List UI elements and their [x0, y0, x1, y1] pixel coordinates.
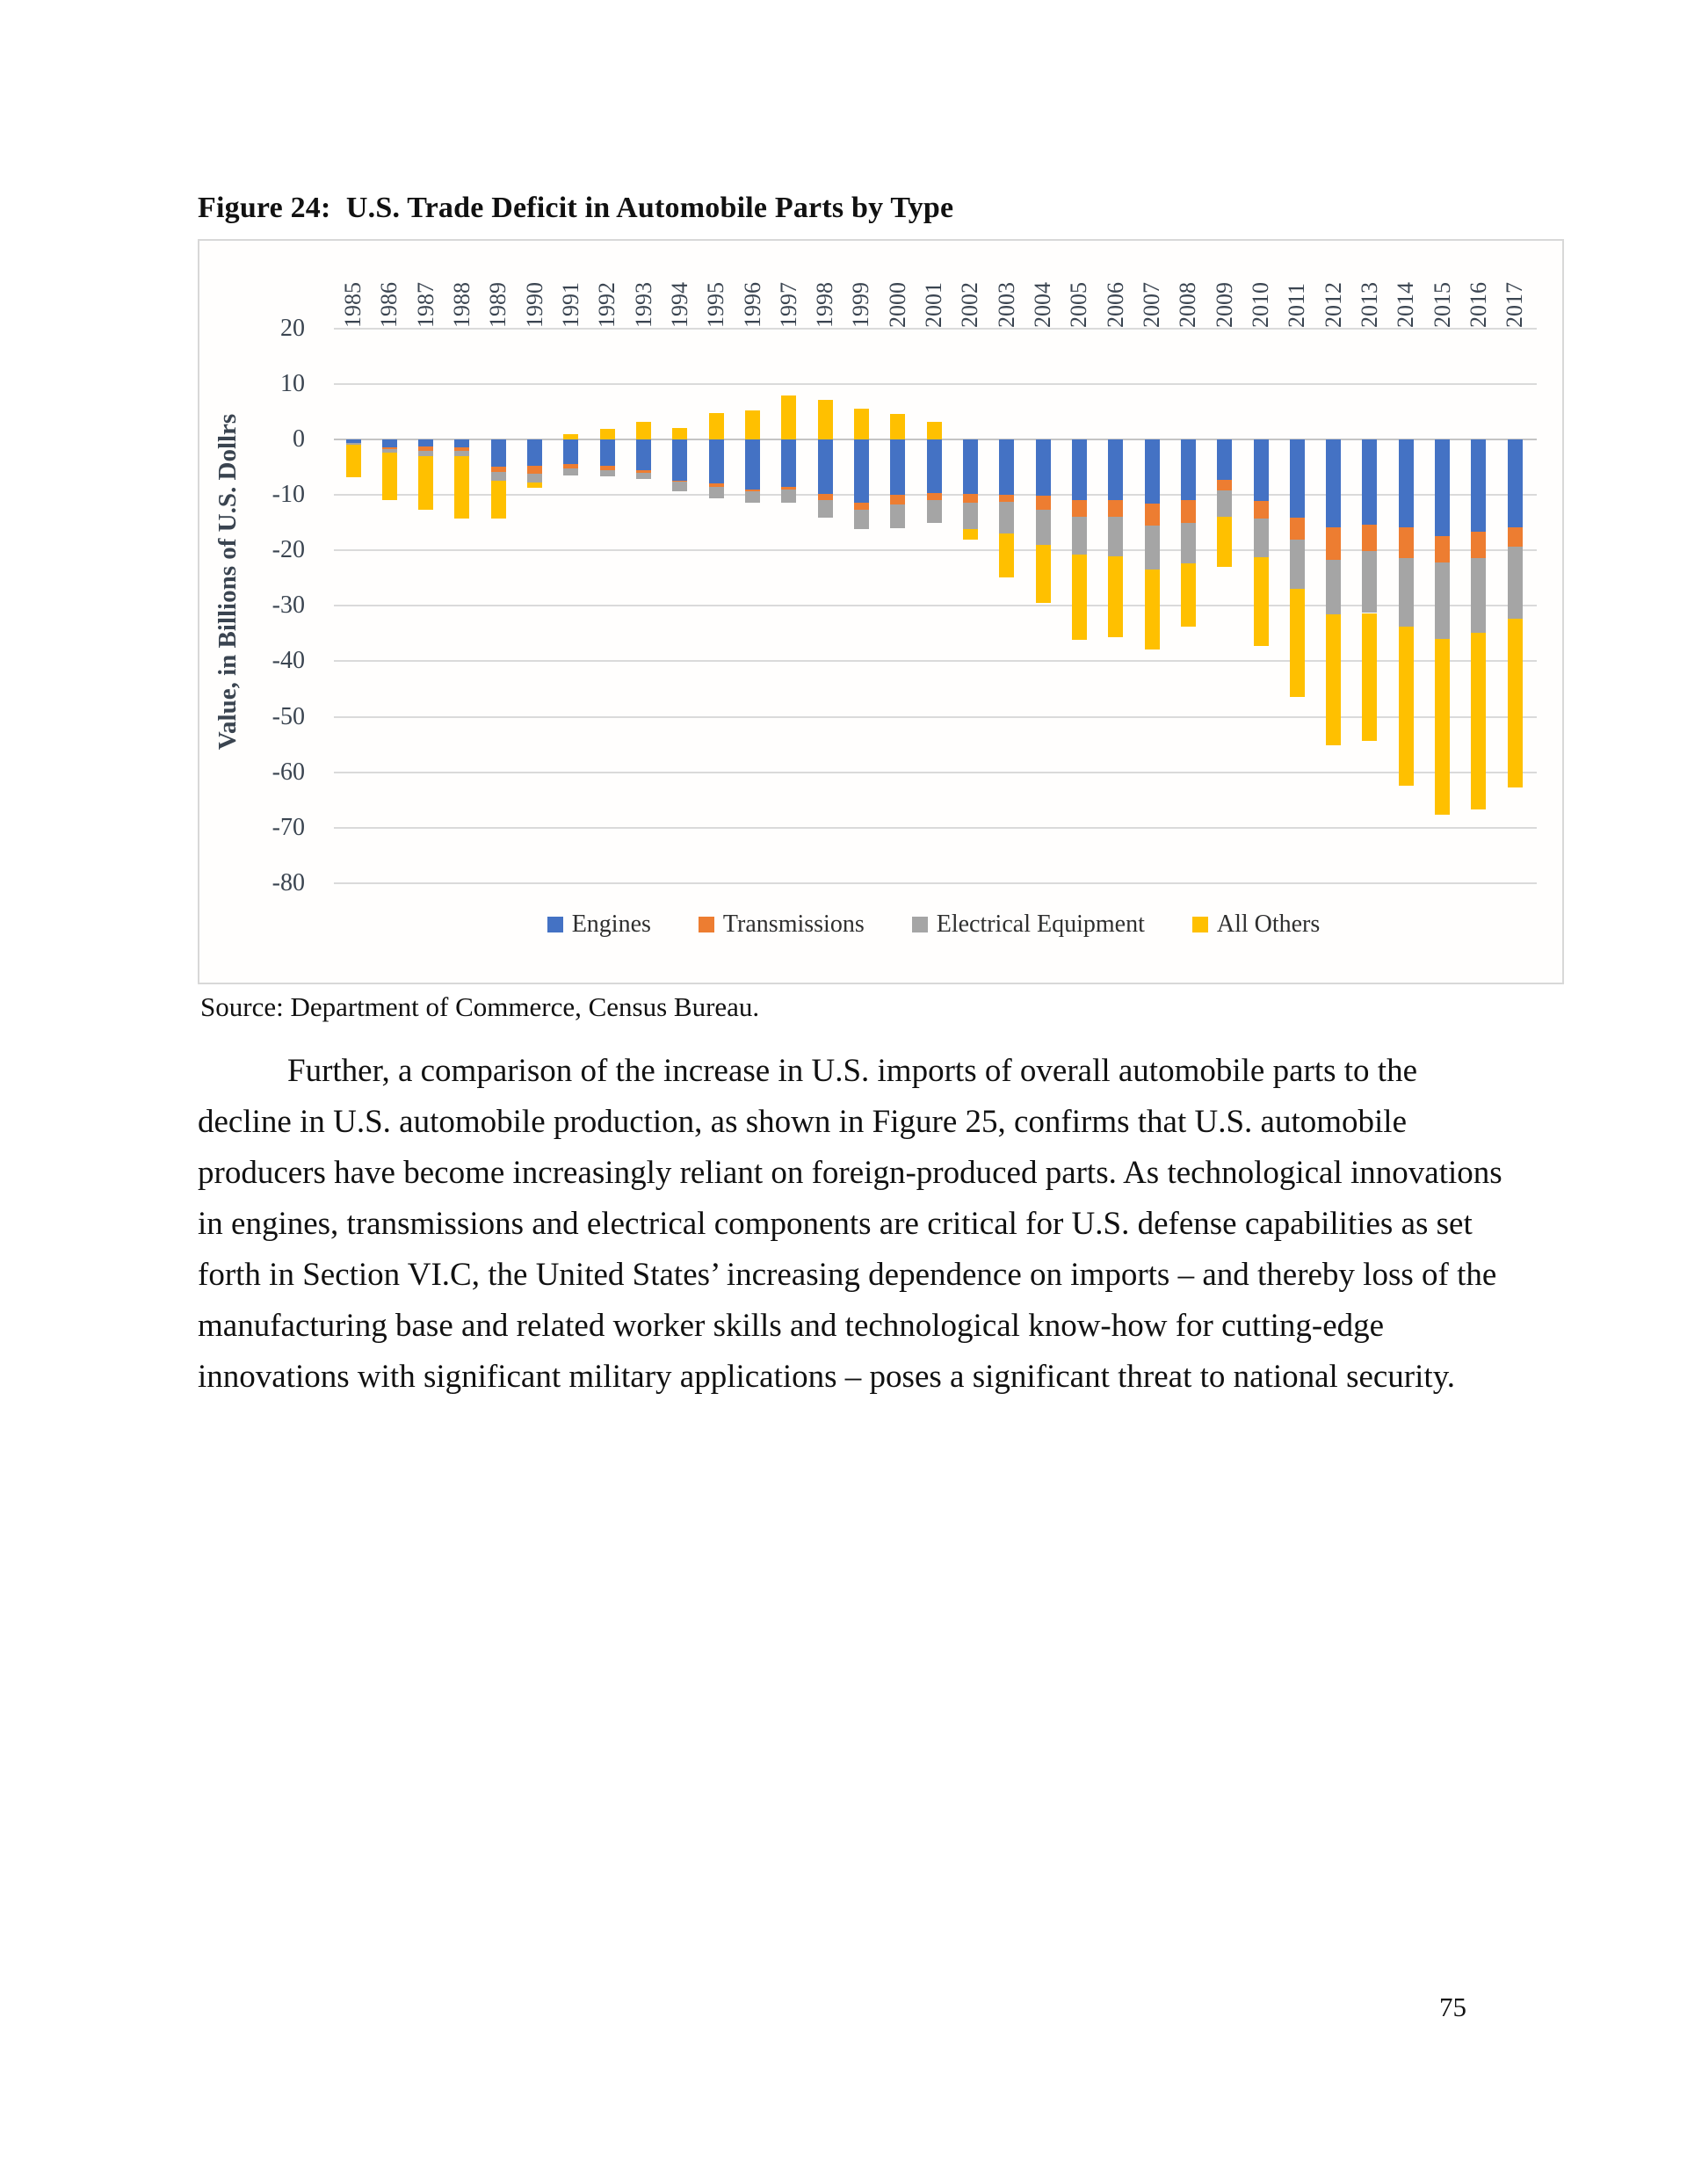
bar-segment-transmissions — [527, 466, 542, 474]
bar-segment-engines — [1435, 439, 1450, 536]
y-tick-label: -20 — [272, 536, 305, 564]
bar-segment-engines — [1145, 439, 1160, 504]
bar-segment-all-others — [1217, 517, 1232, 567]
bar-segment-transmissions — [1435, 536, 1450, 562]
bar-segment-all-others — [709, 413, 724, 439]
bar-segment-engines — [1108, 439, 1123, 500]
bar-segment-all-others — [1471, 633, 1486, 810]
source-note: Source: Department of Commerce, Census Bureau. — [200, 991, 760, 1022]
gridline — [334, 827, 1537, 829]
bar-segment-electrical-equipment — [1181, 523, 1196, 563]
bar-segment-transmissions — [1036, 496, 1051, 510]
bar-segment-electrical-equipment — [999, 502, 1014, 533]
bar-segment-engines — [454, 439, 469, 447]
bar-segment-all-others — [636, 422, 651, 439]
paragraph: Further, a comparison of the increase in U.S. imports of overall automobile parts to the decline in U.S. automobile production, as shown in Figure 25, confirms that U.S. automobile producers have become increasingly reliant on foreign-produced parts. As technological innovations in engines, transmissions and electrical components are critical for U.S. defense capabilities as set forth in Section VI.C, the United States’ increasing dependence on imports – and thereby loss of the manufacturing base and related worker skills and technological know-how for cutting-edge innovations with significant military applications – poses a significant threat to national security. — [198, 1053, 1502, 1395]
y-tick-label: -80 — [272, 868, 305, 896]
bar-segment-engines — [1036, 439, 1051, 496]
figure-24-chart — [198, 239, 1564, 984]
bar-segment-all-others — [1326, 614, 1341, 746]
bar-segment-engines — [1471, 439, 1486, 532]
bar-segment-transmissions — [1217, 480, 1232, 490]
bar-segment-electrical-equipment — [672, 482, 687, 491]
bar-segment-all-others — [382, 453, 397, 500]
bar-segment-engines — [1290, 439, 1305, 518]
bar-segment-transmissions — [1181, 500, 1196, 523]
bar-segment-transmissions — [1072, 500, 1087, 517]
bar-segment-electrical-equipment — [1290, 540, 1305, 589]
bar-segment-all-others — [927, 422, 942, 439]
bar-segment-transmissions — [1254, 501, 1269, 519]
gridline — [334, 772, 1537, 773]
x-tick-label: 2016 — [1465, 282, 1491, 328]
y-tick-label: -70 — [272, 813, 305, 841]
legend-swatch-electrical-equipment — [912, 917, 928, 932]
bar-segment-electrical-equipment — [1471, 558, 1486, 633]
legend-item-electrical-equipment — [912, 911, 1145, 939]
bar-segment-all-others — [1290, 589, 1305, 698]
bar-segment-engines — [491, 439, 506, 467]
bar-segment-all-others — [346, 445, 361, 477]
x-tick-label: 2012 — [1320, 282, 1346, 328]
bar-segment-engines — [745, 439, 760, 490]
bar-segment-electrical-equipment — [600, 470, 615, 476]
legend-label-electrical-equipment: Electrical Equipment — [936, 911, 1145, 938]
bar-segment-transmissions — [999, 495, 1014, 502]
bar-segment-all-others — [1072, 555, 1087, 640]
x-tick-label: 2002 — [957, 282, 983, 328]
bar-segment-all-others — [999, 533, 1014, 577]
bar-segment-electrical-equipment — [1254, 519, 1269, 557]
bar-segment-engines — [382, 439, 397, 447]
bar-segment-electrical-equipment — [745, 491, 760, 503]
x-tick-label: 1998 — [812, 282, 838, 328]
bar-segment-transmissions — [854, 503, 869, 510]
bar-segment-engines — [1217, 439, 1232, 480]
bar-segment-engines — [600, 439, 615, 466]
bar-segment-electrical-equipment — [636, 473, 651, 479]
bar-segment-transmissions — [1108, 500, 1123, 517]
x-tick-label: 2013 — [1356, 282, 1382, 328]
x-tick-label: 2001 — [921, 282, 947, 328]
bar-segment-electrical-equipment — [890, 504, 905, 528]
bar-segment-all-others — [1036, 545, 1051, 603]
legend-item-all-others — [1192, 911, 1320, 939]
x-tick-label: 2000 — [884, 282, 910, 328]
bar-segment-all-others — [854, 409, 869, 439]
bar-segment-transmissions — [927, 493, 942, 500]
bar-segment-all-others — [1145, 570, 1160, 649]
legend-label-engines: Engines — [571, 911, 651, 938]
bar-segment-engines — [1326, 439, 1341, 527]
bar-segment-engines — [818, 439, 833, 494]
x-tick-label: 1985 — [340, 282, 366, 328]
legend-swatch-engines — [547, 917, 563, 932]
bar-segment-electrical-equipment — [491, 472, 506, 480]
bar-segment-transmissions — [890, 495, 905, 504]
bar-segment-electrical-equipment — [1435, 562, 1450, 638]
x-tick-label: 1993 — [630, 282, 656, 328]
x-tick-label: 1986 — [376, 282, 402, 328]
bar-segment-engines — [709, 439, 724, 483]
legend-label-transmissions: Transmissions — [722, 911, 865, 938]
x-tick-label: 1999 — [848, 282, 874, 328]
x-tick-label: 2006 — [1102, 282, 1128, 328]
bar-segment-electrical-equipment — [527, 474, 542, 482]
x-tick-label: 2017 — [1502, 282, 1528, 328]
bar-segment-transmissions — [1326, 527, 1341, 560]
chart-legend — [331, 911, 1536, 939]
bar-segment-all-others — [491, 481, 506, 519]
x-tick-label: 1995 — [703, 282, 729, 328]
y-tick-label: 0 — [293, 425, 305, 453]
bar-segment-transmissions — [1145, 504, 1160, 526]
x-tick-label: 2003 — [993, 282, 1019, 328]
x-tick-label: 2010 — [1248, 282, 1273, 328]
legend-item-engines — [547, 911, 651, 939]
legend-swatch-transmissions — [699, 917, 714, 932]
x-tick-label: 2009 — [1211, 282, 1237, 328]
x-tick-label: 2015 — [1429, 282, 1455, 328]
gridline — [334, 660, 1537, 662]
bar-segment-transmissions — [1290, 518, 1305, 540]
x-tick-label: 1996 — [739, 282, 765, 328]
bar-segment-electrical-equipment — [563, 468, 578, 475]
plot-area — [199, 241, 1562, 983]
bar-segment-electrical-equipment — [709, 487, 724, 498]
bar-segment-all-others — [1399, 627, 1414, 786]
bar-segment-all-others — [1362, 613, 1377, 742]
legend-item-transmissions — [699, 911, 865, 939]
bar-segment-engines — [963, 439, 978, 494]
bar-segment-engines — [1181, 439, 1196, 500]
gridline — [334, 383, 1537, 385]
bar-segment-electrical-equipment — [963, 503, 978, 529]
bar-segment-all-others — [454, 456, 469, 519]
y-tick-label: -10 — [272, 481, 305, 509]
bar-segment-electrical-equipment — [1399, 558, 1414, 627]
bar-segment-all-others — [781, 395, 796, 439]
bar-segment-electrical-equipment — [781, 490, 796, 503]
y-tick-label: -50 — [272, 702, 305, 730]
bar-segment-engines — [1072, 439, 1087, 500]
bar-segment-engines — [672, 439, 687, 481]
x-tick-label: 2014 — [1393, 282, 1419, 328]
bar-segment-all-others — [818, 400, 833, 439]
gridline — [334, 882, 1537, 884]
x-tick-label: 2011 — [1284, 282, 1310, 328]
bar-segment-engines — [1254, 439, 1269, 501]
bar-segment-transmissions — [1362, 525, 1377, 552]
body-text — [198, 1046, 1502, 1403]
gridline — [334, 549, 1537, 551]
x-tick-label: 1989 — [485, 282, 511, 328]
bar-segment-engines — [418, 439, 433, 446]
x-tick-label: 1988 — [448, 282, 474, 328]
figure-title: Figure 24: U.S. Trade Deficit in Automobile Parts by Type — [198, 192, 954, 224]
bar-segment-engines — [999, 439, 1014, 495]
x-tick-label: 2007 — [1139, 282, 1165, 328]
y-tick-label: 20 — [280, 314, 305, 342]
bar-segment-electrical-equipment — [1108, 517, 1123, 556]
bar-segment-transmissions — [963, 494, 978, 502]
x-tick-label: 2005 — [1066, 282, 1092, 328]
legend-swatch-all-others — [1192, 917, 1208, 932]
bar-segment-engines — [1362, 439, 1377, 525]
bar-segment-engines — [1508, 439, 1523, 527]
x-tick-label: 2004 — [1030, 282, 1056, 328]
bar-segment-all-others — [745, 410, 760, 439]
x-tick-label: 1994 — [666, 282, 692, 328]
bar-segment-all-others — [527, 483, 542, 488]
bar-segment-engines — [563, 439, 578, 464]
bar-segment-transmissions — [1508, 527, 1523, 547]
gridline — [334, 328, 1537, 330]
bar-segment-all-others — [1108, 556, 1123, 637]
bar-segment-all-others — [890, 414, 905, 439]
bar-segment-transmissions — [818, 494, 833, 500]
bar-segment-all-others — [963, 529, 978, 540]
bar-segment-transmissions — [1471, 532, 1486, 558]
bar-segment-all-others — [1254, 557, 1269, 647]
page-number: 75 — [1439, 1992, 1466, 2022]
bar-segment-electrical-equipment — [1072, 517, 1087, 555]
bar-segment-engines — [636, 439, 651, 470]
bar-segment-electrical-equipment — [1217, 490, 1232, 517]
bar-segment-electrical-equipment — [1145, 526, 1160, 570]
bar-segment-transmissions — [1399, 527, 1414, 558]
y-tick-label: -40 — [272, 647, 305, 675]
bar-segment-all-others — [1181, 563, 1196, 627]
bar-segment-electrical-equipment — [1036, 510, 1051, 545]
bar-segment-electrical-equipment — [1508, 547, 1523, 620]
bar-segment-all-others — [563, 434, 578, 439]
bar-segment-electrical-equipment — [927, 500, 942, 523]
x-tick-label: 1987 — [412, 282, 438, 328]
bar-segment-engines — [927, 439, 942, 493]
bar-segment-engines — [527, 439, 542, 466]
y-tick-label: 10 — [280, 369, 305, 397]
y-tick-label: -30 — [272, 591, 305, 620]
x-tick-label: 1997 — [775, 282, 801, 328]
bar-segment-engines — [781, 439, 796, 487]
x-tick-label: 1990 — [521, 282, 547, 328]
bar-segment-electrical-equipment — [818, 500, 833, 518]
gridline — [334, 716, 1537, 718]
bar-segment-electrical-equipment — [854, 510, 869, 528]
y-tick-label: -60 — [272, 758, 305, 786]
bar-segment-all-others — [418, 456, 433, 510]
bar-segment-engines — [854, 439, 869, 503]
bar-segment-engines — [1399, 439, 1414, 527]
y-axis-title: Value, in Billions of U.S. Dollrs — [214, 413, 242, 751]
x-tick-label: 1992 — [594, 282, 620, 328]
gridline — [334, 605, 1537, 606]
bar-segment-electrical-equipment — [1362, 551, 1377, 613]
bar-segment-engines — [890, 439, 905, 495]
legend-label-all-others: All Others — [1216, 911, 1321, 938]
bar-segment-electrical-equipment — [1326, 560, 1341, 614]
bar-segment-all-others — [600, 429, 615, 439]
bar-segment-all-others — [672, 428, 687, 439]
x-tick-label: 2008 — [1175, 282, 1201, 328]
bar-segment-all-others — [1435, 639, 1450, 815]
bar-segment-all-others — [1508, 619, 1523, 787]
x-tick-label: 1991 — [557, 282, 583, 328]
